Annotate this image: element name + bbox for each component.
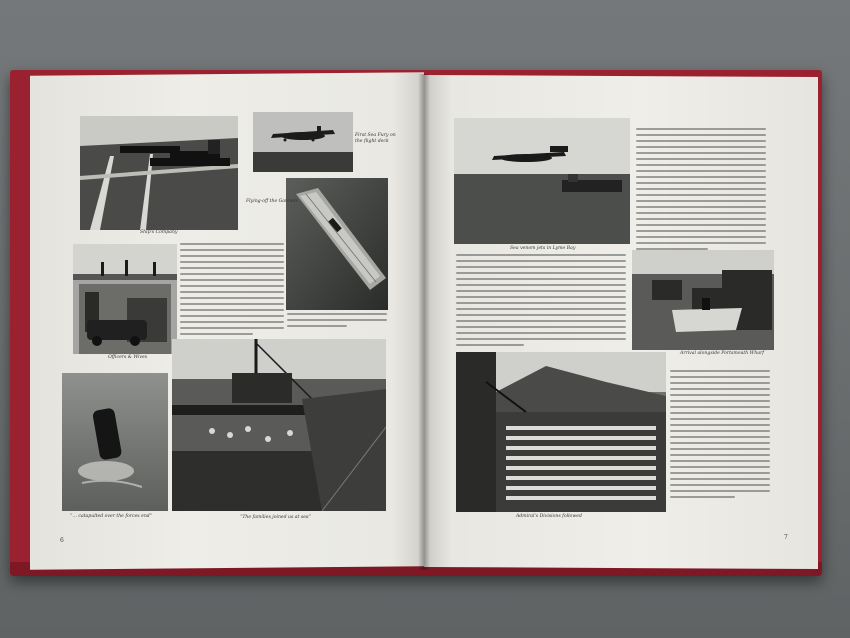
photo-harbour	[632, 250, 774, 350]
caption-crane: “The families joined us at sea”	[240, 515, 312, 520]
text-column-left-strip	[287, 313, 387, 331]
caption-officers: Officers & Wives	[108, 355, 148, 360]
text-column-right-top	[636, 128, 766, 254]
page-number-right: 7	[784, 534, 788, 541]
caption-car: “… catapulted over the forces end”	[70, 514, 153, 519]
text-column-left-top	[180, 243, 284, 339]
photo-crane-families	[172, 339, 386, 511]
photo-deck-ceremony	[456, 352, 666, 512]
caption-crew: Ship's Company	[140, 230, 178, 235]
caption-jet-right: Sea venom jets in Lyme Bay	[510, 246, 576, 251]
text-column-right-middle	[456, 254, 626, 350]
photo-plane-landing	[253, 112, 353, 172]
caption-ceremony: Admiral's Divisions followed	[516, 514, 582, 519]
text-column-right-bottom	[670, 370, 770, 502]
photo-officers-deck	[73, 244, 177, 354]
caption-plane-top: First Sea Fury on the flight deck	[355, 133, 396, 144]
photo-carrier-aerial	[286, 178, 388, 310]
caption-harbour: Arrival alongside Portsmouth Wharf	[680, 351, 764, 356]
book-gutter	[418, 74, 430, 570]
photo-car-splash	[62, 373, 168, 511]
photo-flight-deck-crew	[80, 116, 238, 230]
page-number-left: 6	[60, 537, 64, 544]
caption-carrier-aerial: Flying-off the Gannets	[246, 199, 298, 204]
photo-jet-sea	[454, 118, 630, 244]
